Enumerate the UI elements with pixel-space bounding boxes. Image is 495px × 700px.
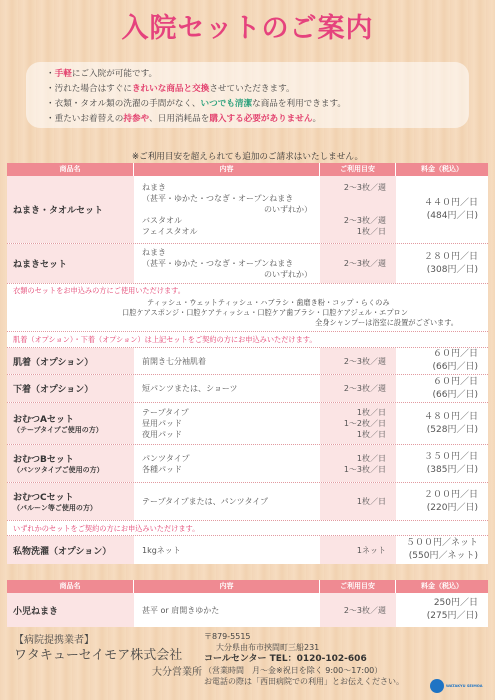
- table-row: [7, 593, 488, 627]
- product-usage: 2～3枚／週: [320, 593, 396, 627]
- product-name: おむつBセット （パンツタイプご使用の方）: [7, 445, 134, 482]
- product-name: 小児ねまき: [7, 593, 134, 627]
- product-content: テープタイプ 昼用パッド 夜用パッド: [142, 408, 189, 439]
- company-logo-icon: [430, 679, 444, 693]
- zip-code: 〒879-5515: [204, 632, 251, 641]
- header-usage: ご利用目安: [320, 580, 396, 593]
- main-table: [7, 163, 488, 564]
- product-price: ６０円／日 (66円／日): [432, 349, 478, 372]
- product-price: 250円／日 (275円／日): [426, 598, 478, 621]
- product-name: 私物洗濯（オプション）: [7, 536, 134, 564]
- product-name: ねまきセット: [7, 244, 134, 283]
- laundry-info: [7, 521, 488, 536]
- title-main: 入院セット: [121, 13, 262, 44]
- product-usage: 2～3枚／週: [320, 348, 396, 374]
- logo-text: WATAKYU SEIMOA: [446, 684, 483, 688]
- product-content: ねまき （甚平・ゆかた・つなぎ・オープンねまき のいずれか） バスタオル フェイスタオル: [142, 183, 312, 236]
- contact-block: [204, 631, 404, 687]
- product-name: おむつAセット （テープタイプご使用の方）: [7, 403, 134, 444]
- table-header: [7, 580, 488, 593]
- page-title: [0, 6, 495, 45]
- table-header: [7, 163, 488, 176]
- intro-line-2: ・汚れた場合はすぐにきれいな商品と交換させていただきます。: [46, 84, 295, 94]
- business-hours: （営業時間 月～金※祝日を除く 9:00～17:00）: [204, 666, 383, 675]
- product-name: ねまき・タオルセット: [7, 176, 134, 243]
- usage-note: ※ご利用目安を超えられても追加のご請求はいたしません。: [131, 152, 364, 162]
- product-content: 短パンツまたは、ショーツ: [142, 384, 238, 393]
- product-content: パンツタイプ 各種パッド: [142, 453, 190, 474]
- laundry-info-text: いずれかのセットをご契約の方にお申込みいただけます。: [13, 524, 200, 533]
- intro-box: [26, 62, 469, 128]
- table-row: [7, 176, 488, 244]
- header-name: 商品名: [7, 163, 134, 176]
- footer: [0, 631, 495, 700]
- amenity-info: [7, 284, 488, 332]
- header-price: 料金（税込）: [421, 165, 463, 173]
- product-name: おむつCセット （バルーン等ご使用の方）: [7, 483, 134, 520]
- amenity-list-3: 全身シャンプーは浴室に設置がございます。: [315, 318, 458, 327]
- product-usage: 1枚／日 1～2枚／日 1枚／日: [320, 403, 396, 444]
- intro-line-1: ・手軽にご入院が可能です。: [46, 69, 158, 79]
- product-usage: 1枚／日: [320, 483, 396, 520]
- header-name: 商品名: [7, 580, 134, 593]
- amenity-list-2: 口腔ケアスポンジ・口腔ケアティッシュ・口腔ケア歯ブラシ・口腔ケアジェル・エプロン: [122, 308, 408, 317]
- option-info-text: 肌着（オプション）・下着（オプション）は上記セットをご契約の方にお申込みいただけます。: [13, 335, 317, 344]
- table-row: [7, 445, 488, 483]
- product-content: 前開き七分袖肌着: [142, 356, 206, 366]
- table-row: [7, 375, 488, 403]
- product-name: 肌着（オプション）: [7, 348, 134, 374]
- header-content: 内容: [134, 163, 320, 176]
- header-price: 料金（税込）: [421, 582, 463, 590]
- call-note: お電話の際は「西田病院での利用」とお伝えください。: [204, 677, 404, 686]
- product-price: ４４０円／日 (484円／日): [423, 197, 478, 221]
- product-price: ３５０円／日 (385円／日): [423, 451, 478, 475]
- product-content: テープタイプまたは、パンツタイプ: [142, 497, 269, 506]
- product-content: 甚平 or 肩開きゆかた: [142, 605, 220, 615]
- address: 大分県由布市挾間町三船231: [216, 643, 320, 652]
- product-price: ６０円／日 (66円／日): [432, 376, 478, 400]
- option-info: [7, 332, 488, 348]
- branch-name: 大分営業所: [152, 667, 202, 678]
- amenity-info-title: 衣類のセットをお申込みの方にご使用いただけます。: [13, 286, 185, 295]
- title-suffix: のご案内: [261, 13, 374, 44]
- product-content: 1kgネット: [142, 545, 181, 555]
- header-content: 内容: [134, 580, 320, 593]
- product-usage: 2～3枚／週 2～3枚／週 1枚／日: [320, 176, 396, 243]
- call-center: コールセンター TEL：0120-102-606: [204, 654, 367, 664]
- provider-label: 【病院提携業者】: [14, 635, 94, 646]
- product-usage: 2～3枚／週: [320, 244, 396, 283]
- intro-line-4: ・重たいお着替えの持参や、日用消耗品を購入する必要がありません。: [46, 114, 322, 124]
- product-usage: 1ネット: [320, 536, 396, 564]
- table-row: [7, 348, 488, 375]
- product-usage: 2～3枚／週: [320, 375, 396, 402]
- product-price: ５００円／ネット (550円／ネット): [405, 538, 478, 561]
- child-table: [7, 580, 488, 627]
- product-price: ２８０円／日 (308円／日): [423, 251, 478, 275]
- provider-block: [14, 633, 202, 678]
- table-row: [7, 536, 488, 564]
- product-price: ４８０円／日 (528円／日): [423, 411, 478, 435]
- intro-line-3: ・衣類・タオル類の洗濯の手間がなく、いつでも清潔な商品を利用できます。: [46, 99, 346, 109]
- amenity-list-1: ティッシュ・ウェットティッシュ・ハブラシ・歯磨き粉・コップ・らくのみ: [147, 298, 390, 307]
- table-row: [7, 403, 488, 445]
- product-usage: 1枚／日 1～3枚／日: [320, 445, 396, 482]
- header-usage: ご利用目安: [320, 163, 396, 176]
- product-content: ねまき （甚平・ゆかた・つなぎ・オープンねまき のいずれか）: [142, 248, 312, 279]
- table-row: [7, 483, 488, 521]
- product-name: 下着（オプション）: [7, 375, 134, 402]
- company-name: ワタキューセイモア株式会社: [14, 648, 183, 663]
- table-row: [7, 244, 488, 284]
- product-price: ２００円／日 (220円／日): [423, 489, 478, 513]
